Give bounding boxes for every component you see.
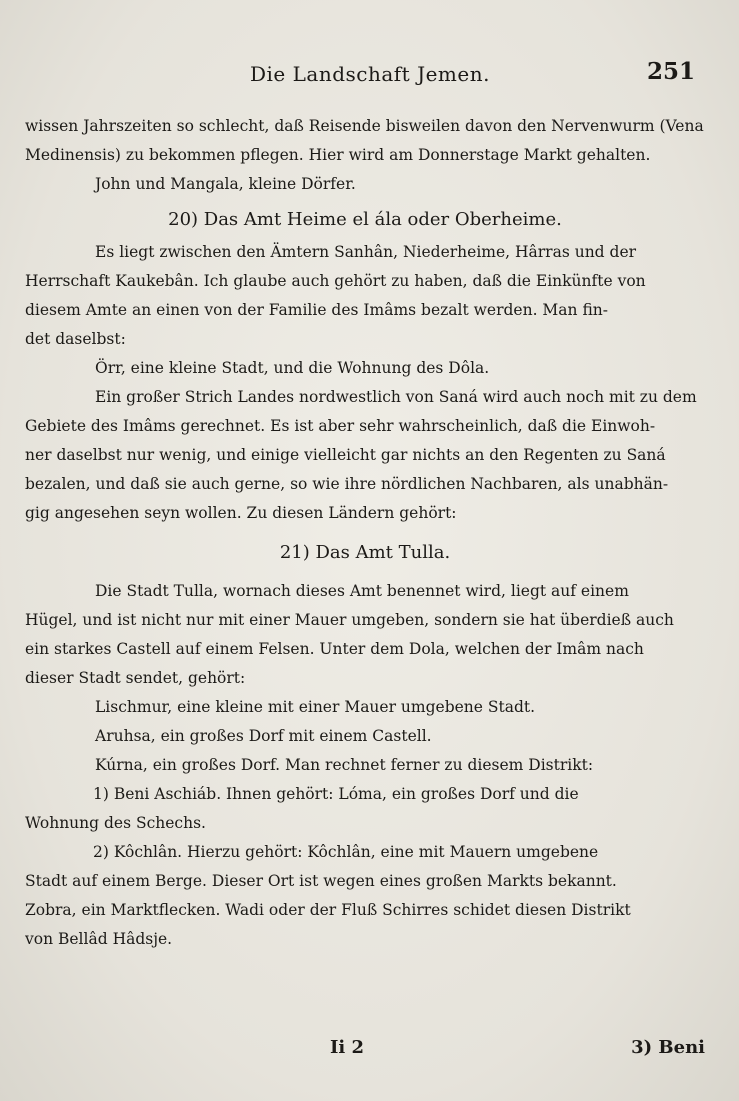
- text-line: 2) Kôchlân. Hierzu gehört: Kôchlân, eine mit Mauern umgebene: [93, 843, 599, 861]
- text-line: gig angesehen seyn wollen. Zu diesen Ländern gehört:: [25, 504, 457, 522]
- text-line: Gebiete des Imâms gerechnet. Es ist aber sehr wahrscheinlich, daß die Einwoh-: [25, 417, 656, 435]
- text-line: ein starkes Castell auf einem Felsen. Unter dem Dola, welchen der Imâm nach: [25, 640, 644, 658]
- section-heading: 21) Das Amt Tulla.: [279, 542, 451, 563]
- text-line: Herrschaft Kaukebân. Ich glaube auch gehört zu haben, daß die Einkünfte von: [25, 272, 646, 290]
- page-body: [25, 112, 705, 954]
- page-footer: [25, 1037, 705, 1067]
- text-line: von Bellâd Hâdsje.: [25, 930, 173, 948]
- text-line: Zobra, ein Marktflecken. Wadi oder der Fluß Schirres schidet diesen Distrikt: [25, 901, 631, 919]
- text-line: Aruhsa, ein großes Dorf mit einem Castell.: [95, 727, 432, 745]
- text-line: ner daselbst nur wenig, und einige vielleicht gar nichts an den Regenten zu Saná: [25, 446, 666, 464]
- text-line: Ein großer Strich Landes nordwestlich von Saná wird auch noch mit zu dem: [95, 388, 697, 406]
- catchword: 3) Beni: [631, 1037, 705, 1058]
- signature-mark: Ii 2: [330, 1037, 365, 1058]
- text-line: wissen Jahrszeiten so schlecht, daß Reisende bisweilen davon den Nervenwurm (Vena: [25, 117, 704, 135]
- page-header: [25, 58, 715, 94]
- page-number: 251: [646, 58, 695, 85]
- text-line: Hügel, und ist nicht nur mit einer Mauer umgeben, sondern sie hat überdieß auch: [25, 611, 674, 629]
- text-line: Kúrna, ein großes Dorf. Man rechnet ferner zu diesem Distrikt:: [95, 756, 594, 774]
- text-line: dieser Stadt sendet, gehört:: [25, 669, 246, 687]
- text-line: Stadt auf einem Berge. Dieser Ort ist wegen eines großen Markts bekannt.: [25, 872, 617, 890]
- text-line: Wohnung des Schechs.: [25, 814, 206, 832]
- text-line: 1) Beni Aschiáb. Ihnen gehört: Lóma, ein großes Dorf und die: [93, 785, 579, 803]
- text-line: Es liegt zwischen den Ämtern Sanhân, Niederheime, Hârras und der: [95, 243, 637, 261]
- section-heading: 20) Das Amt Heime el ála oder Oberheime.: [168, 209, 562, 230]
- text-line: bezalen, und daß sie auch gerne, so wie ihre nördlichen Nachbaren, als unabhän-: [25, 475, 669, 493]
- text-line: John und Mangala, kleine Dörfer.: [95, 175, 356, 193]
- text-line: Die Stadt Tulla, wornach dieses Amt benennet wird, liegt auf einem: [95, 582, 629, 600]
- text-line: Medinensis) zu bekommen pflegen. Hier wird am Donnerstage Markt gehalten.: [25, 146, 651, 164]
- text-line: diesem Amte an einen von der Familie des Imâms bezalt werden. Man fin-: [25, 301, 609, 319]
- text-line: Lischmur, eine kleine mit einer Mauer umgebene Stadt.: [95, 698, 536, 716]
- text-line: det daselbst:: [25, 330, 126, 348]
- running-title: Die Landschaft Jemen.: [250, 62, 490, 86]
- text-line: Örr, eine kleine Stadt, und die Wohnung des Dôla.: [95, 359, 490, 377]
